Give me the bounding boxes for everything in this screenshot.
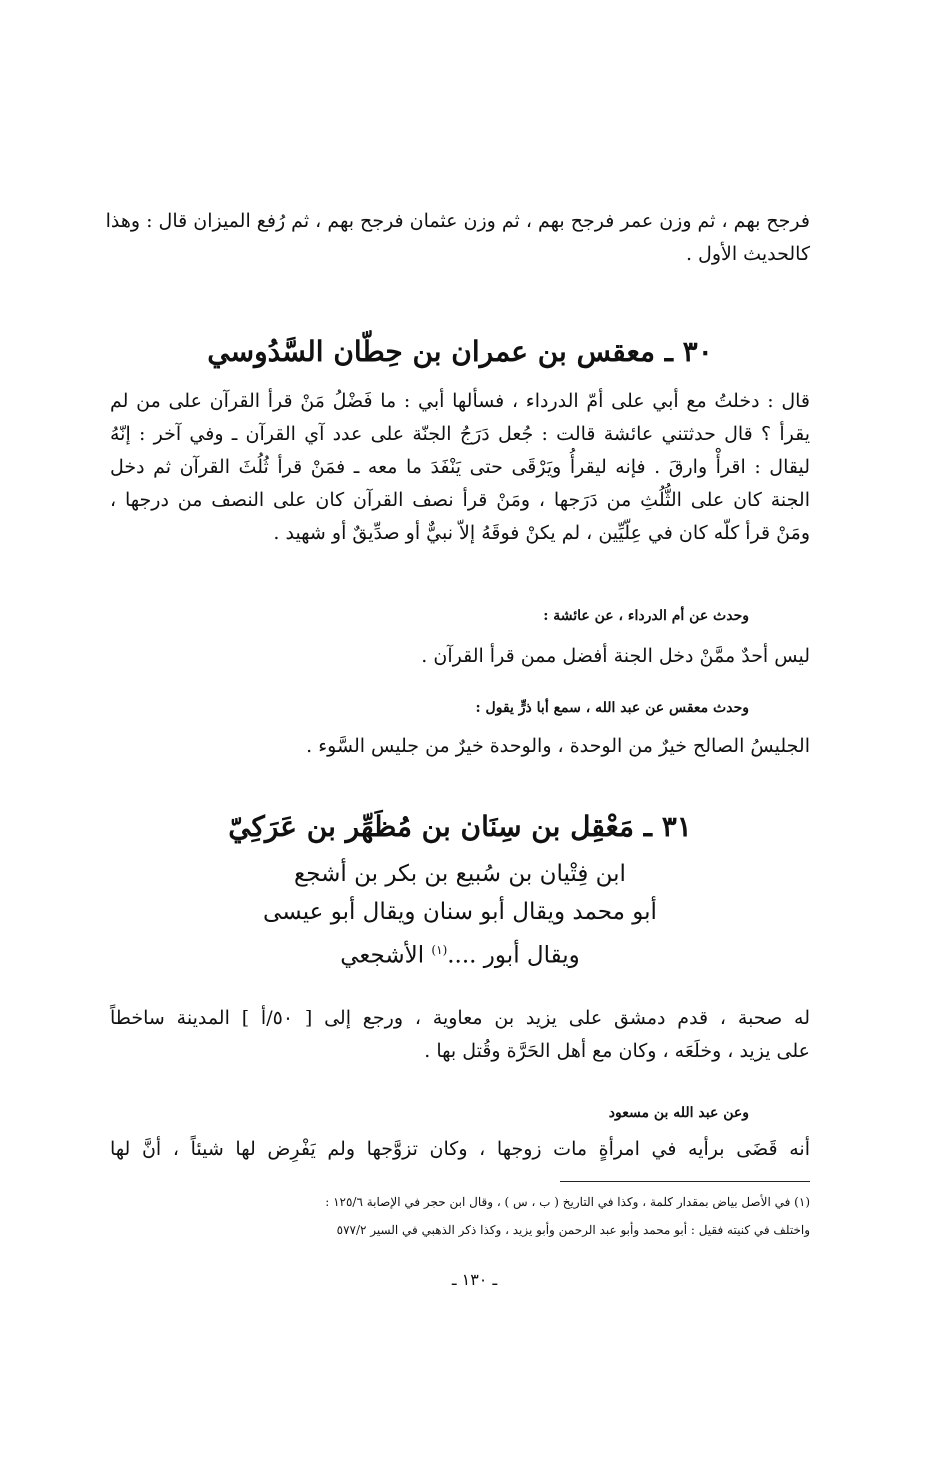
text-line: قال : دخلتُ مع أبي على أمّ الدرداء ، فسألها أبي : ما فَضْلُ مَنْ قرأ القرآن على من لم bbox=[110, 390, 810, 412]
hadith-lead: وعن عبد الله بن مسعود bbox=[608, 1105, 749, 1121]
hadith-lead: وحدث عن أم الدرداء ، عن عائشة : bbox=[543, 608, 749, 624]
entry-30-heading: ٣٠ ـ معقس بن عمران بن حِطّان السَّدُوسي bbox=[207, 335, 713, 368]
text-line: الجنة كان على الثُّلُثِ من دَرَجها ، ومَنْ قرأ نصف القرآن كان على النصف من درجها ، bbox=[110, 489, 810, 511]
entry-31-heading: ٣١ ـ مَعْقِل بن سِنَان بن مُظَهِّر بن عَرَكِيّ bbox=[228, 810, 692, 843]
lineage-text: الأشجعي bbox=[340, 942, 432, 969]
lineage-line bbox=[110, 931, 810, 975]
text-line: يقرأ ؟ قال حدثتني عائشة قالت : جُعل دَرَجُ الجنّة على عدد آي القرآن ـ وفي آخر : إنّهُ bbox=[110, 423, 810, 445]
hadith-lead: وحدث معقس عن عبد الله ، سمع أبا ذرٍّ يقول : bbox=[475, 700, 749, 716]
page-number: ـ ١٣٠ ـ bbox=[451, 1270, 498, 1289]
entry-31-lineage bbox=[110, 855, 810, 975]
hadith-text: ليس أحدٌ ممَّنْ دخل الجنة أفضل ممن قرأ القرآن . bbox=[421, 645, 810, 667]
footnote bbox=[110, 1188, 810, 1244]
text-line: ومَنْ قرأ كلّه كان في عِلّيِّين ، لم يكنْ فوقَهُ إلاّ نبيٌّ أو صدِّيقٌ أو شهيد . bbox=[273, 522, 810, 544]
lineage-line: ابن فِتْيان بن سُبيع بن بكر بن أشجع bbox=[294, 861, 626, 887]
intro-paragraph bbox=[105, 205, 810, 271]
lineage-text: ويقال أبور .... bbox=[447, 942, 580, 969]
hadith-text: الجليسُ الصالح خيرٌ من الوحدة ، والوحدة خيرٌ من جليس السَّوء . bbox=[306, 735, 810, 757]
lineage-line: أبو محمد ويقال أبو سنان ويقال أبو عيسى bbox=[263, 899, 657, 925]
text-line: كالحديث الأول . bbox=[685, 243, 810, 265]
footnote-rule bbox=[560, 1181, 810, 1182]
text-line: له صحبة ، قدم دمشق على يزيد بن معاوية ، ورجع إلى [ ٥٠/أ ] المدينة ساخطاً bbox=[110, 1007, 810, 1029]
footnote-marker: (١) bbox=[431, 943, 448, 957]
text-line: ليقال : اقرأْ وارقَ . فإنه ليقرأُ ويَرْقَى حتى يَنْفَدَ ما معه ـ فمَنْ قرأ ثُلُثَ القرآن ثم دخل bbox=[110, 456, 810, 478]
entry-30-paragraph bbox=[110, 385, 810, 550]
text-line: فرجح بهم ، ثم وزن عمر فرجح بهم ، ثم وزن عثمان فرجح بهم ، ثم رُفع الميزان قال : وهذا bbox=[105, 210, 810, 232]
entry-31-paragraph bbox=[110, 1002, 810, 1068]
footnote-line: (١) في الأصل بياض بمقدار كلمة ، وكذا في التاريخ ( ب ، س ) ، وقال ابن حجر في الإصابة ١٢٥/٦ : bbox=[325, 1195, 810, 1209]
hadith-text: أنه قَضَى برأيه في امرأةٍ مات زوجها ، وكان تزوَّجها ولم يَفْرِض لها شيئاً ، أنَّ لها bbox=[110, 1138, 810, 1160]
text-line: على يزيد ، وخلَعَه ، وكان مع أهل الحَرَّة وقُتل بها . bbox=[424, 1040, 810, 1062]
footnote-line: واختلف في كنيته فقيل : أبو محمد وأبو عبد الرحمن وأبو يزيد ، وكذا ذكر الذهبي في السير ٥٧٧/٢ bbox=[336, 1223, 810, 1237]
